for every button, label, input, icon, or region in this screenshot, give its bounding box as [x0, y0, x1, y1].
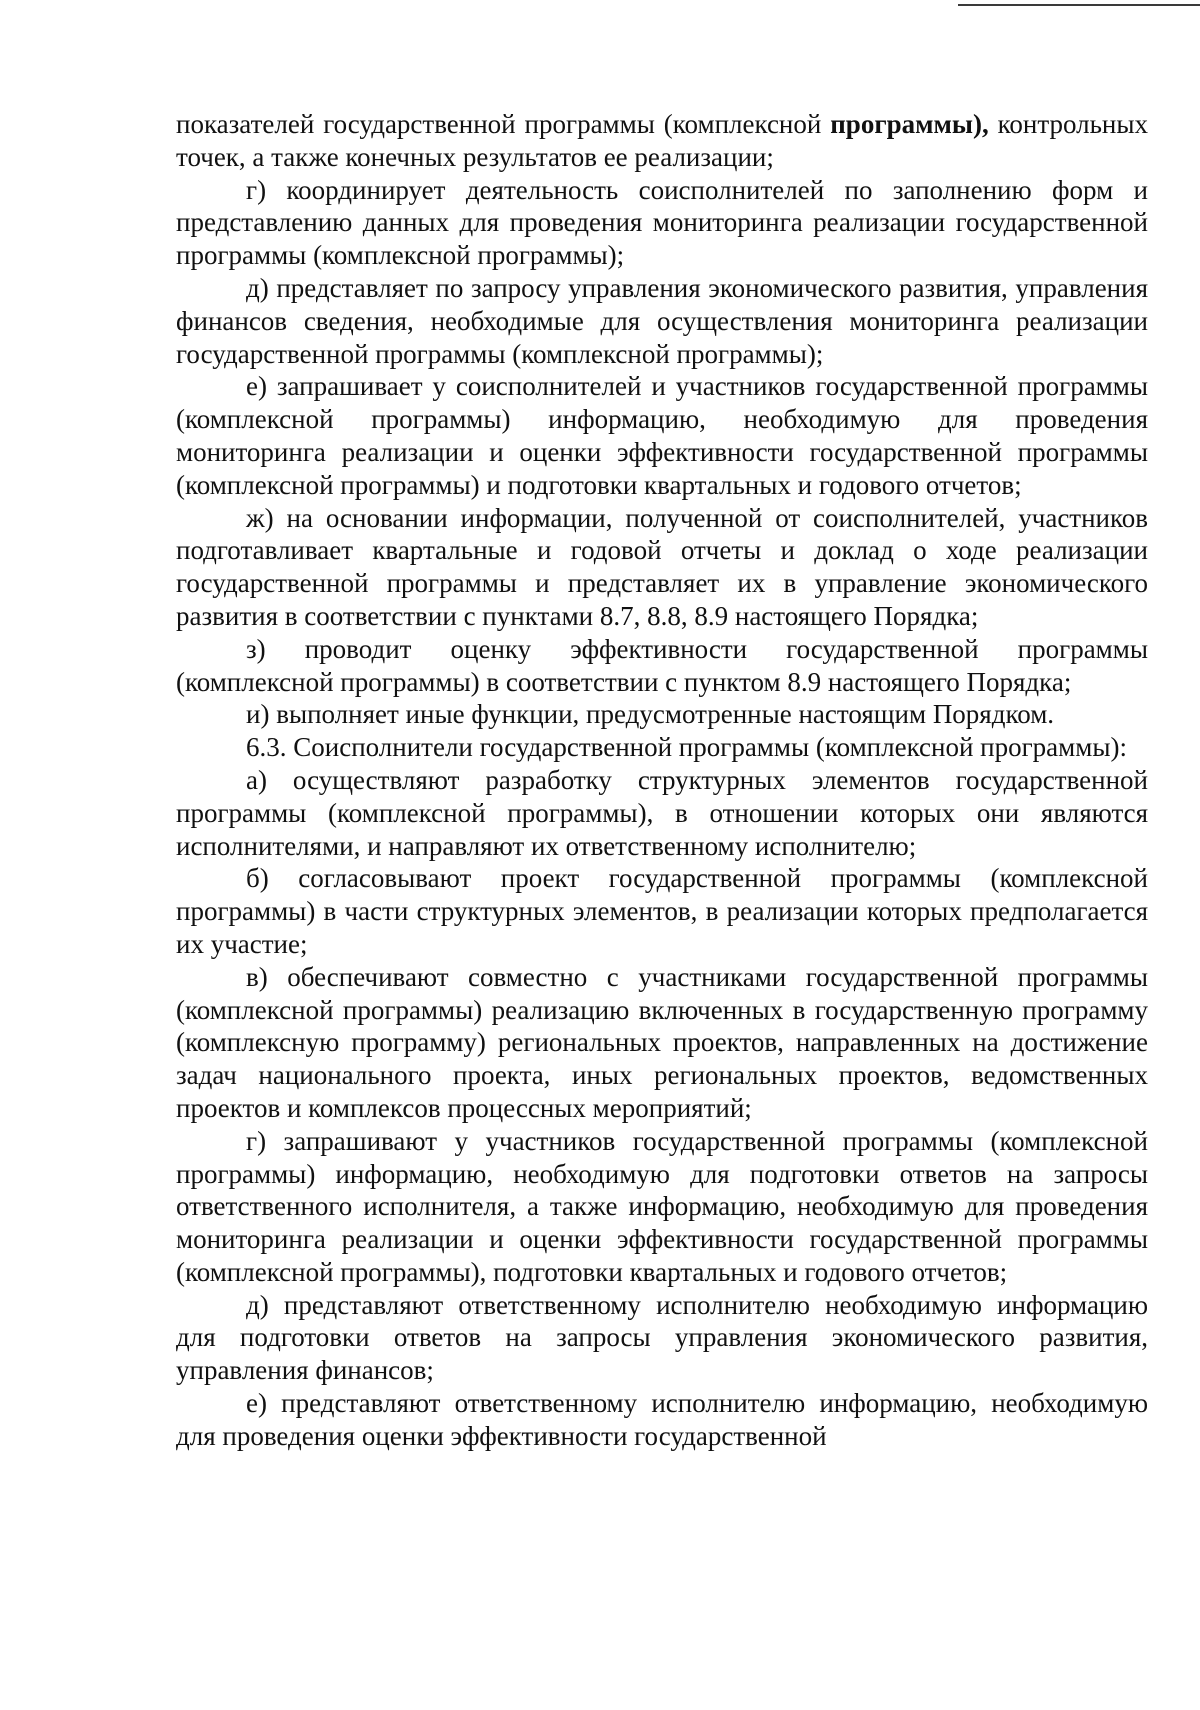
scan-edge-line: [958, 4, 1200, 6]
paragraph-item-i: и) выполняет иные функции, предусмотренные настоящим Порядком.: [246, 699, 1055, 730]
paragraph-item-zh: ж) на основании информации, полученной от соисполнителей, участников подготавливает квартальные и годовой отчеты и доклад о ходе реализации государственной программы и представляет их в управление экономического развития в соответствии с пунктами 8.7, 8.8, 8.9 настоящего Порядка;: [176, 502, 1148, 631]
paragraph-text: показателей государственной программы (комплексной: [176, 109, 831, 139]
paragraph-continuation: [176, 108, 1148, 174]
bold-text: программы),: [830, 109, 989, 139]
paragraph-item-b: б) согласовывают проект государственной программы (комплексной программы) в части структурных элементов, в реализации которых предполагается их участие;: [176, 863, 1148, 959]
paragraph-item-v: в) обеспечивают совместно с участниками государственной программы (комплексной программы) реализацию включенных в государственную программу (комплексную программу) региональных проектов, направленных на достижение задач национального проекта, иных региональных проектов, ведомственных проектов и комплексов процессных мероприятий;: [176, 961, 1148, 1123]
paragraph-item-d: д) представляет по запросу управления экономического развития, управления финансов сведения, необходимые для осуществления мониторинга реализации государственной программы (комплексной программы);: [176, 272, 1148, 369]
paragraph-item-z: з) проводит оценку эффективности государственной программы (комплексной программы) в соответствии с пунктом 8.9 настоящего Порядка;: [176, 633, 1148, 697]
paragraph-item-a: а) осуществляют разработку структурных элементов государственной программы (комплексной программы), в отношении которых они являются исполнителями, и направляют их ответственному исполнителю;: [176, 764, 1148, 861]
paragraph-item-g2: г) запрашивают у участников государственной программы (комплексной программы) информацию, необходимую для подготовки ответов на запросы ответственного исполнителя, а также информацию, необходимую для проведения мониторинга реализации и оценки эффективности государственной программы (комплексной программы), подготовки квартальных и годового отчетов;: [176, 1125, 1148, 1287]
section-heading-6-3: 6.3. Соисполнители государственной программы (комплексной программы):: [246, 732, 1127, 763]
paragraph-item-e2: е) представляют ответственному исполнителю информацию, необходимую для проведения оценки эффективности государственной: [176, 1388, 1148, 1451]
paragraph-item-g: г) координирует деятельность соисполнителей по заполнению форм и представлению данных для проведения мониторинга реализации государственной программы (комплексной программы);: [176, 174, 1148, 271]
paragraph-item-e: е) запрашивает у соисполнителей и участников государственной программы (комплексной программы) информацию, необходимую для проведения мониторинга реализации и оценки эффективности государственной программы (комплексной программы) и подготовки квартальных и годового отчетов;: [176, 371, 1148, 500]
document-body: [176, 108, 1148, 1453]
paragraph-item-d2: д) представляют ответственному исполнителю необходимую информацию для подготовки ответов на запросы управления экономического развития, управления финансов;: [176, 1289, 1148, 1386]
paragraph-text: контрольных точек, а также конечных результатов ее реализации;: [176, 109, 1148, 172]
